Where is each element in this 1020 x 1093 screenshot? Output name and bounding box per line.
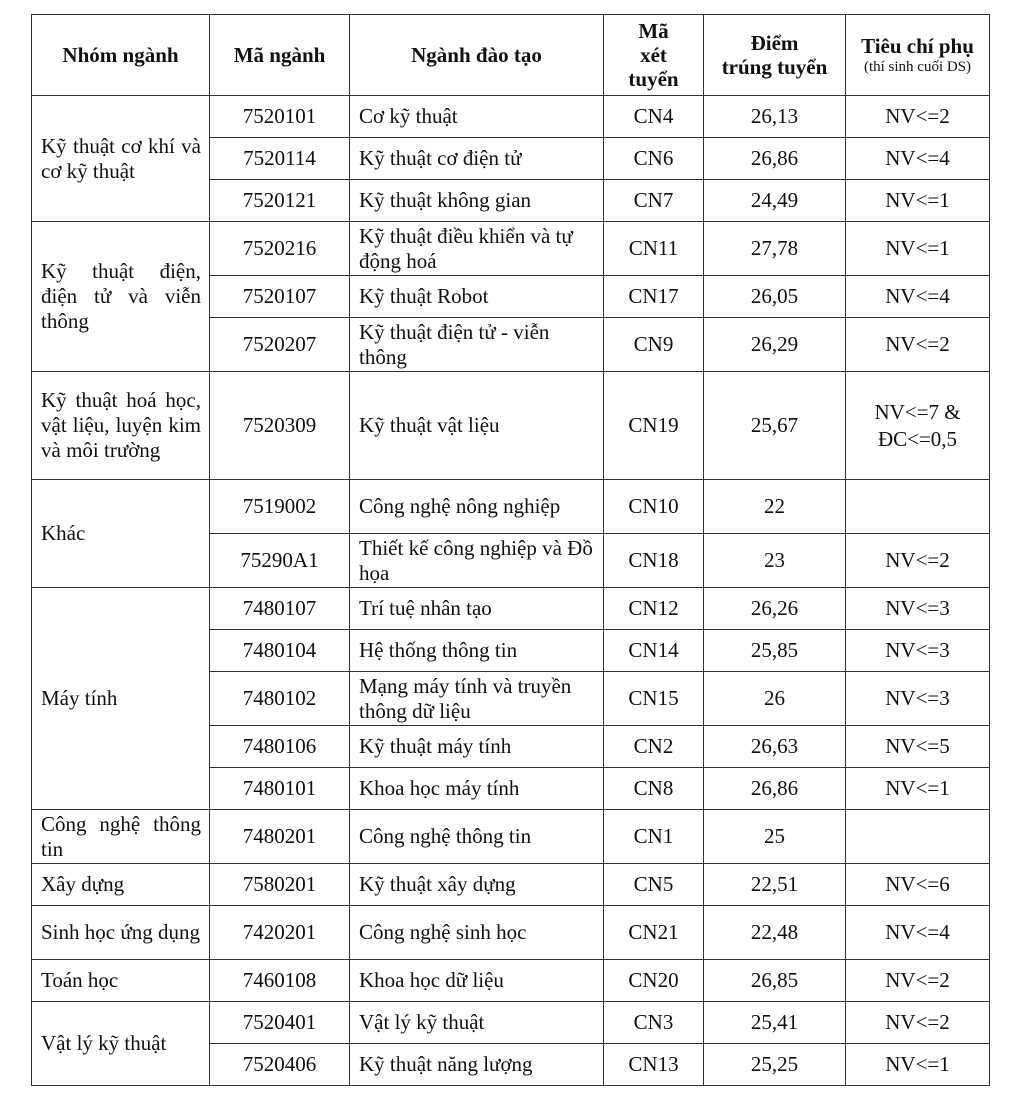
table-row	[32, 372, 990, 480]
program-cell: Khoa học dữ liệu	[350, 960, 604, 1002]
table-row	[32, 588, 990, 630]
admission-code-cell: CN5	[604, 864, 704, 906]
major-code-cell: 7519002	[210, 480, 350, 534]
admission-code-cell: CN12	[604, 588, 704, 630]
admission-code-cell: CN20	[604, 960, 704, 1002]
header-score	[704, 15, 846, 96]
major-code-cell: 75290A1	[210, 534, 350, 588]
header-admission-code-line3: tuyển	[628, 67, 679, 91]
group-cell: Công nghệ thông tin	[32, 810, 210, 864]
program-cell: Thiết kế công nghiệp và Đồ họa	[350, 534, 604, 588]
major-code-cell: 7520216	[210, 222, 350, 276]
admission-code-cell: CN18	[604, 534, 704, 588]
group-cell: Vật lý kỹ thuật	[32, 1002, 210, 1086]
admission-code-cell: CN11	[604, 222, 704, 276]
program-cell: Mạng máy tính và truyền thông dữ liệu	[350, 672, 604, 726]
group-cell: Kỹ thuật điện, điện tử và viễn thông	[32, 222, 210, 372]
score-cell: 26,05	[704, 276, 846, 318]
major-code-cell: 7520207	[210, 318, 350, 372]
score-cell: 26,86	[704, 768, 846, 810]
major-code-cell: 7520114	[210, 138, 350, 180]
criteria-cell: NV<=4	[846, 138, 990, 180]
admission-code-cell: CN7	[604, 180, 704, 222]
admission-code-cell: CN10	[604, 480, 704, 534]
score-cell: 27,78	[704, 222, 846, 276]
program-cell: Khoa học máy tính	[350, 768, 604, 810]
score-cell: 22	[704, 480, 846, 534]
criteria-cell: NV<=2	[846, 318, 990, 372]
criteria-cell: NV<=4	[846, 276, 990, 318]
major-code-cell: 7480201	[210, 810, 350, 864]
header-admission-code-line1: Mã	[638, 19, 669, 43]
score-cell: 25,41	[704, 1002, 846, 1044]
program-cell: Kỹ thuật xây dựng	[350, 864, 604, 906]
table-header-row	[32, 15, 990, 96]
table-row	[32, 960, 990, 1002]
major-code-cell: 7520401	[210, 1002, 350, 1044]
score-cell: 24,49	[704, 180, 846, 222]
criteria-cell: NV<=1	[846, 222, 990, 276]
score-cell: 25,25	[704, 1044, 846, 1086]
major-code-cell: 7520406	[210, 1044, 350, 1086]
criteria-cell: NV<=1	[846, 768, 990, 810]
criteria-cell: NV<=2	[846, 96, 990, 138]
admission-scores-table-container	[31, 14, 990, 1086]
header-score-line2: trúng tuyển	[721, 55, 828, 79]
admission-code-cell: CN17	[604, 276, 704, 318]
major-code-cell: 7520101	[210, 96, 350, 138]
criteria-cell: NV<=2	[846, 1002, 990, 1044]
group-cell: Xây dựng	[32, 864, 210, 906]
major-code-cell: 7520121	[210, 180, 350, 222]
admission-code-cell: CN21	[604, 906, 704, 960]
score-cell: 22,48	[704, 906, 846, 960]
table-row	[32, 222, 990, 276]
header-group: Nhóm ngành	[32, 15, 210, 96]
major-code-cell: 7520107	[210, 276, 350, 318]
header-admission-code-line2: xét	[640, 43, 667, 67]
admission-code-cell: CN15	[604, 672, 704, 726]
program-cell: Công nghệ thông tin	[350, 810, 604, 864]
major-code-cell: 7420201	[210, 906, 350, 960]
program-cell: Kỹ thuật không gian	[350, 180, 604, 222]
program-cell: Công nghệ sinh học	[350, 906, 604, 960]
score-cell: 26,63	[704, 726, 846, 768]
major-code-cell: 7580201	[210, 864, 350, 906]
table-row	[32, 96, 990, 138]
admission-code-cell: CN3	[604, 1002, 704, 1044]
group-cell: Kỹ thuật hoá học, vật liệu, luyện kim và môi trường	[32, 372, 210, 480]
admission-code-cell: CN13	[604, 1044, 704, 1086]
criteria-cell	[846, 480, 990, 534]
program-cell: Cơ kỹ thuật	[350, 96, 604, 138]
header-criteria	[846, 15, 990, 96]
score-cell: 22,51	[704, 864, 846, 906]
criteria-cell: NV<=6	[846, 864, 990, 906]
major-code-cell: 7460108	[210, 960, 350, 1002]
score-cell: 25,67	[704, 372, 846, 480]
major-code-cell: 7520309	[210, 372, 350, 480]
group-cell: Toán học	[32, 960, 210, 1002]
score-cell: 26	[704, 672, 846, 726]
program-cell: Kỹ thuật năng lượng	[350, 1044, 604, 1086]
major-code-cell: 7480101	[210, 768, 350, 810]
header-criteria-subtitle: (thí sinh cuối DS)	[863, 59, 972, 75]
program-cell: Kỹ thuật điều khiển và tự động hoá	[350, 222, 604, 276]
program-cell: Kỹ thuật Robot	[350, 276, 604, 318]
program-cell: Kỹ thuật điện tử - viễn thông	[350, 318, 604, 372]
major-code-cell: 7480106	[210, 726, 350, 768]
criteria-cell: NV<=1	[846, 180, 990, 222]
header-code: Mã ngành	[210, 15, 350, 96]
major-code-cell: 7480107	[210, 588, 350, 630]
score-cell: 26,13	[704, 96, 846, 138]
score-cell: 25	[704, 810, 846, 864]
criteria-cell: NV<=3	[846, 588, 990, 630]
score-cell: 26,29	[704, 318, 846, 372]
admission-code-cell: CN14	[604, 630, 704, 672]
admission-code-cell: CN19	[604, 372, 704, 480]
criteria-cell: NV<=2	[846, 960, 990, 1002]
score-cell: 26,26	[704, 588, 846, 630]
criteria-cell: NV<=1	[846, 1044, 990, 1086]
criteria-cell	[846, 810, 990, 864]
group-cell: Sinh học ứng dụng	[32, 906, 210, 960]
group-cell: Kỹ thuật cơ khí và cơ kỹ thuật	[32, 96, 210, 222]
table-row	[32, 864, 990, 906]
group-cell: Máy tính	[32, 588, 210, 810]
score-cell: 23	[704, 534, 846, 588]
admission-code-cell: CN8	[604, 768, 704, 810]
criteria-cell: NV<=4	[846, 906, 990, 960]
program-cell: Công nghệ nông nghiệp	[350, 480, 604, 534]
table-row	[32, 810, 990, 864]
program-cell: Kỹ thuật máy tính	[350, 726, 604, 768]
header-program: Ngành đào tạo	[350, 15, 604, 96]
major-code-cell: 7480102	[210, 672, 350, 726]
program-cell: Kỹ thuật cơ điện tử	[350, 138, 604, 180]
major-code-cell: 7480104	[210, 630, 350, 672]
score-cell: 26,85	[704, 960, 846, 1002]
table-row	[32, 1002, 990, 1044]
table-row	[32, 906, 990, 960]
admission-code-cell: CN1	[604, 810, 704, 864]
criteria-cell: NV<=3	[846, 630, 990, 672]
criteria-cell: NV<=5	[846, 726, 990, 768]
header-criteria-title: Tiêu chí phụ	[861, 34, 974, 58]
admission-scores-table	[31, 14, 990, 1086]
header-score-line1: Điểm	[750, 31, 799, 55]
criteria-cell: NV<=2	[846, 534, 990, 588]
program-cell: Hệ thống thông tin	[350, 630, 604, 672]
group-cell: Khác	[32, 480, 210, 588]
program-cell: Kỹ thuật vật liệu	[350, 372, 604, 480]
program-cell: Vật lý kỹ thuật	[350, 1002, 604, 1044]
header-admission-code	[604, 15, 704, 96]
score-cell: 26,86	[704, 138, 846, 180]
criteria-cell: NV<=3	[846, 672, 990, 726]
table-row	[32, 480, 990, 534]
program-cell: Trí tuệ nhân tạo	[350, 588, 604, 630]
criteria-cell: NV<=7 & ĐC<=0,5	[846, 372, 990, 480]
admission-code-cell: CN2	[604, 726, 704, 768]
admission-code-cell: CN9	[604, 318, 704, 372]
admission-code-cell: CN6	[604, 138, 704, 180]
score-cell: 25,85	[704, 630, 846, 672]
admission-code-cell: CN4	[604, 96, 704, 138]
